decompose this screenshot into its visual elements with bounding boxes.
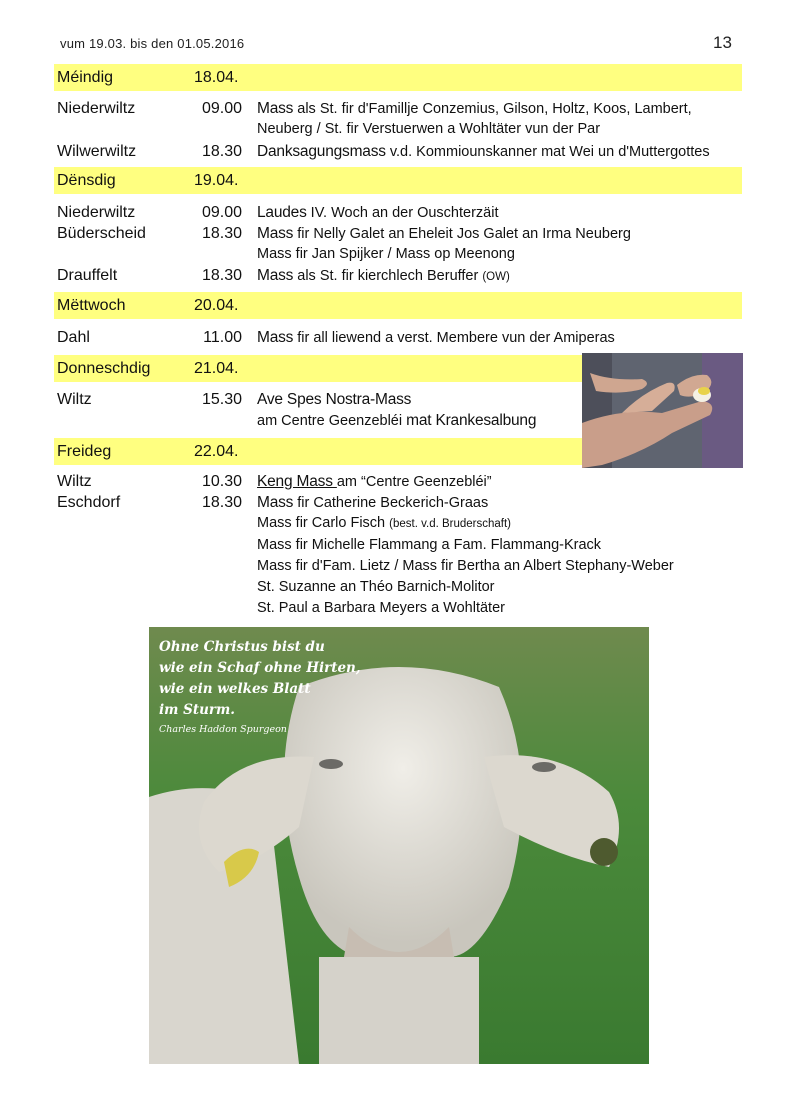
service-type: Danksagungsmass xyxy=(257,143,386,160)
place: Dahl xyxy=(57,329,90,346)
day-name: Donneschdig xyxy=(57,360,151,377)
place: Drauffelt xyxy=(57,267,118,284)
intention: als St. fir kierchlech Beruffer xyxy=(293,268,483,284)
schedule-row xyxy=(0,225,794,246)
intention: St. Suzanne an Théo Barnich-Molitor xyxy=(257,579,495,595)
day-header-monday xyxy=(54,64,742,91)
time: 18.30 xyxy=(201,225,242,242)
service-type: Mass xyxy=(257,494,294,511)
place: Niederwiltz xyxy=(57,100,136,117)
note: (OW) xyxy=(482,271,510,283)
service-type: Mass xyxy=(257,100,294,117)
day-header-wednesday xyxy=(54,292,742,319)
description xyxy=(257,246,515,262)
schedule-row xyxy=(0,246,794,267)
schedule-row xyxy=(0,267,794,288)
schedule-row xyxy=(0,204,794,225)
time: 18.30 xyxy=(201,494,242,511)
quote-line: wie ein Schaf ohne Hirten, xyxy=(159,660,361,676)
bible-quote xyxy=(159,637,361,738)
quote-line: im Sturm. xyxy=(159,702,236,718)
day-name: Dënsdig xyxy=(57,172,116,189)
place: Eschdorf xyxy=(57,494,121,511)
description xyxy=(257,473,492,491)
place: Wilwerwiltz xyxy=(57,143,137,160)
intention: v.d. Kommiounskanner mat Wei un d'Muttergottes xyxy=(385,144,710,160)
note: (best. v.d. Bruderschaft) xyxy=(389,518,512,530)
schedule-row xyxy=(0,143,794,164)
intention: St. Paul a Barbara Meyers a Wohltäter xyxy=(257,600,505,616)
time: 18.30 xyxy=(201,143,242,160)
page-number: 13 xyxy=(713,33,732,52)
service-type: Mass xyxy=(257,329,294,346)
schedule-row xyxy=(0,121,794,142)
description xyxy=(257,494,488,512)
day-name: Méindig xyxy=(57,69,114,86)
day-date: 19.04. xyxy=(194,172,239,189)
day-date: 20.04. xyxy=(194,297,239,314)
place: Niederwiltz xyxy=(57,204,136,221)
intention: fir Nelly Galet an Eheleit Jos Galet an Irma Neuberg xyxy=(293,226,631,242)
intention: IV. Woch an der Ouschterzäit xyxy=(306,205,499,221)
service-type: Laudes xyxy=(257,204,307,221)
day-header-thursday xyxy=(54,355,582,382)
day-header-tuesday xyxy=(54,167,742,194)
quote-line: Ohne Christus bist du xyxy=(159,639,325,655)
place: Wiltz xyxy=(57,391,92,408)
schedule-row xyxy=(0,537,794,558)
schedule-row xyxy=(0,329,794,350)
time: 10.30 xyxy=(201,473,242,490)
description xyxy=(257,558,674,574)
anointing-hands-photo xyxy=(582,353,743,468)
description xyxy=(257,225,631,243)
description xyxy=(257,600,505,616)
service-note: mat Krankesalbung xyxy=(406,412,537,429)
service-type: Mass xyxy=(257,225,294,242)
intention: fir Catherine Beckerich-Graas xyxy=(293,495,489,511)
day-date: 21.04. xyxy=(194,360,239,377)
time: 15.30 xyxy=(201,391,242,408)
day-name: Freideg xyxy=(57,443,112,460)
quote-line: wie ein welkes Blatt xyxy=(159,681,311,697)
description xyxy=(257,412,536,430)
service-type: Mass xyxy=(257,267,294,284)
intention: Mass fir Michelle Flammang a Fam. Flammang-Krack xyxy=(257,537,602,553)
time: 09.00 xyxy=(201,204,242,221)
description xyxy=(257,537,601,553)
intention: als St. fir d'Famillje Conzemius, Gilson, Holtz, Koos, Lambert, xyxy=(293,101,692,117)
description xyxy=(257,329,615,347)
schedule-row xyxy=(0,473,794,494)
intention: Mass fir d'Fam. Lietz / Mass fir Bertha an Albert Stephany-Weber xyxy=(257,558,674,574)
day-header-friday xyxy=(54,438,582,465)
day-date: 22.04. xyxy=(194,443,239,460)
intention: Mass fir Carlo Fisch xyxy=(257,515,390,531)
quote-author: Charles Haddon Spurgeon xyxy=(159,724,287,735)
schedule-row xyxy=(0,515,794,536)
description xyxy=(257,100,692,118)
anointing-hands-illustration xyxy=(582,353,743,468)
service-type: Ave Spes Nostra-Mass xyxy=(257,391,412,408)
day-name: Mëttwoch xyxy=(57,297,126,314)
intention: am Centre Geenzebléi xyxy=(257,413,407,429)
time: 18.30 xyxy=(201,267,242,284)
description xyxy=(257,391,411,409)
description xyxy=(257,515,511,531)
time: 11.00 xyxy=(203,329,242,346)
place: Wiltz xyxy=(57,473,92,490)
intention: am “Centre Geenzebléi” xyxy=(336,474,492,490)
header-date-range: vum 19.03. bis den 01.05.2016 xyxy=(60,36,245,51)
intention: fir all liewend a verst. Membere vun der Amiperas xyxy=(293,330,615,346)
time: 09.00 xyxy=(201,100,242,117)
description xyxy=(257,143,710,161)
schedule-row xyxy=(0,579,794,600)
description xyxy=(257,267,510,285)
schedule-row xyxy=(0,600,794,621)
day-date: 18.04. xyxy=(194,69,239,86)
description xyxy=(257,204,498,222)
sheep-photo xyxy=(149,627,649,1064)
schedule-row xyxy=(0,558,794,579)
place: Büderscheid xyxy=(57,225,146,242)
service-type: Keng Mass xyxy=(257,473,337,490)
description xyxy=(257,579,495,595)
intention: Neuberg / St. fir Verstuerwen a Wohltäter vun der Par xyxy=(257,121,601,137)
schedule-row xyxy=(0,100,794,121)
intention: Mass fir Jan Spijker / Mass op Meenong xyxy=(257,246,515,262)
description xyxy=(257,121,600,137)
schedule-row xyxy=(0,494,794,515)
